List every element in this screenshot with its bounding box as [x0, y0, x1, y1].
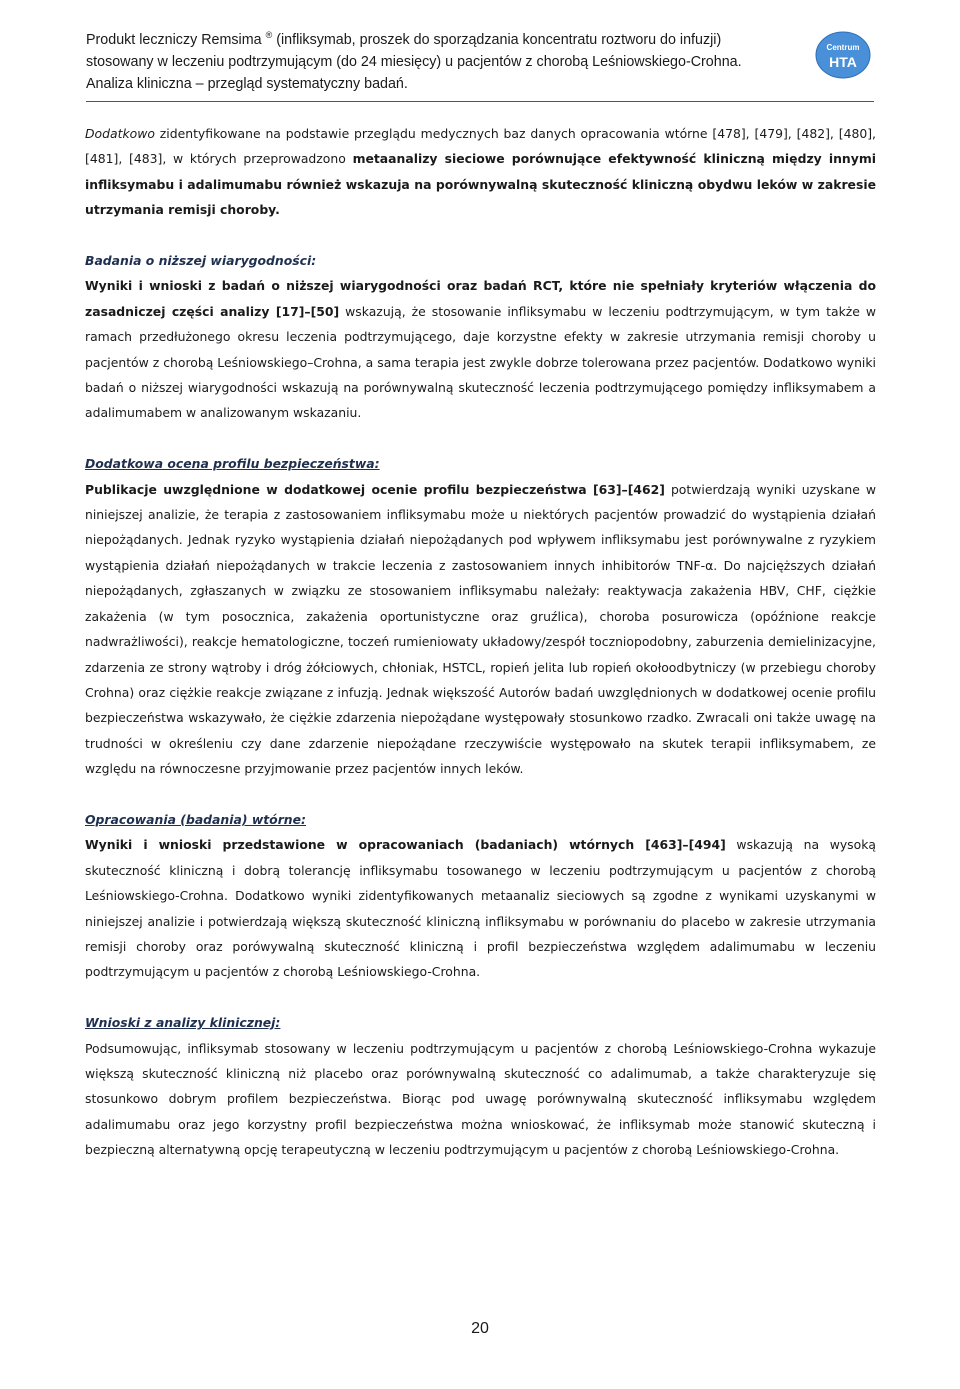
logo-top-text: Centrum [826, 43, 860, 52]
intro-bold: metaanalizy sieciowe porównujące efektywność kliniczną między innymi infliksymabu i adalimumabu również wskazuja na porównywalną skuteczność kliniczną obydwu leków w zakresie utrzymania remisji choroby. [85, 151, 876, 218]
secondary-text: wskazują na wysoką skuteczność kliniczną i dobrą tolerancję infliksymabu tosowanego w leczeniu podtrzymującym u pacjentów z chorobą Leśniowskiego-Crohna. Dodatkowo wyniki zidentyfikowanych metaanaliz sieciowych są zgodne z wynikami uzyskanymi w niniejszej analizie i potwierdzają większą skuteczność kliniczną infliksymabu w porównaniu do placebo w zakresie utrzymania remisji choroby oraz porówywalną skuteczność kliniczną i profil bezpieczeństwa względem adalimumabu w leczeniu podtrzymującym u pacjentów z chorobą Leśniowskiego-Crohna. [85, 837, 876, 980]
heading-lower-reliability: Badania o niższej wiarygodności: [85, 253, 317, 269]
centrum-hta-logo [814, 30, 872, 80]
intro-text: zidentyfikowane na podstawie przeglądu medycznych baz danych opracowania wtórne [478], [479], [482], [480], [481], [483], w których przeprowadzono [85, 126, 876, 167]
header-title-rest: (infliksymab, proszek do sporządzania koncentratu roztworu do infuzji) stosowany w leczeniu podtrzymującym (do 24 miesięcy) u pacjentów z chorobą Leśniowskiego-Crohna. Analiza kliniczna – przegląd systematyczny badań. [86, 31, 742, 92]
lower-reliability-text: wskazują, że stosowanie infliksymabu w leczeniu podtrzymującym, w tym także w ramach przedłużonego okresu leczenia podtrzymującego, daje korzystne efekty w zakresie utrzymania remisji choroby u pacjentów z chorobą Leśniowskiego–Crohna, a sama terapia jest zwykle dobrze tolerowana przez pacjentów. Dodatkowo wyniki badań o niższej wiarygodności wskazują na porównywalną skuteczność leczenia podtrzymującego pomiędzy infliksymabem a adalimumabem w analizowanym wskazaniu. [85, 303, 877, 421]
page-number: 20 [471, 1320, 489, 1337]
header-divider [86, 101, 874, 102]
paragraph-conclusions: Podsumowując, infliksymab stosowany w leczeniu podtrzymującym u pacjentów z chorobą Leśniowskiego-Crohna wykazuje większą skuteczność kliniczną niż placebo oraz porównywalną skuteczność co adalimumab, a także charakteryzuje się stosunkowo dobrym profilem bezpieczeństwa. Biorąc pod uwagę porównywalną skuteczność infliksymabu względem adalimumabu oraz jego korzystny profil bezpieczeństwa można wnioskować, że infliksymab może stanowić skuteczną i bezpieczną alternatywną opcję terapeutyczną w leczeniu podtrzymującym u pacjentów z chorobą Leśniowskiego-Crohna. [85, 1040, 876, 1158]
intro-italic: Dodatkowo [85, 126, 155, 141]
paragraph-secondary-studies [85, 832, 876, 984]
safety-text: potwierdzają wyniki uzyskane w niniejszej analizie, że terapia z zastosowaniem infliksymabu może u niektórych pacjentów prowadzić do wystąpienia działań niepożądanych. Jednak ryzyko wystąpienia działań niepożądanych pod wpływem infliksymabu jest porównywalne z ryzykiem wystąpienia działań niepożądanych w trakcie leczenia z zastosowaniem innych inhibitorów TNF-α. Do najcięższych działań niepożądanych, zgłaszanych w związku ze stosowaniem infliksymabu należały: reaktywacja zakażenia HBV, CHF, ciężkie zakażenia (w tym posocznica, zakażenia oportunistyczne oraz gruźlica), choroba posurowicza (opóźnione reakcje nadwrażliwości), reakcje hematologiczne, toczeń rumieniowaty układowy/zespół toczniopodobny, zaburzenia demielinizacyjne, zdarzenia ze strony wątroby i dróg żółciowych, chłoniak, HSTCL, ropień jelita lub ropień okołoodbytniczy (w przebiegu choroby Crohna) oraz ciężkie reakcje związane z infuzją. Jednak większość Autorów badań uwzględnionych w dodatkowej ocenie profilu bezpieczeństwa wskazywało, że ciężkie zdarzenia niepożądane występowały stosunkowo rzadko. Zwracali oni także uwagę na trudności w określeniu czy dane zdarzenie niepożądane rzeczywiście występowało na skutek terapii infliksymabem, ze względu na równoczesne przyjmowanie przez pacjentów innych leków. [85, 481, 876, 777]
lower-reliability-bold: Wyniki i wnioski z badań o niższej wiarygodności oraz badań RCT, które nie spełniały kryteriów włączenia do zasadniczej części analizy [17]–[50] [85, 278, 876, 319]
document-body [85, 121, 876, 1163]
paragraph-lower-reliability [85, 273, 876, 425]
heading-conclusions: Wnioski z analizy klinicznej: [85, 1015, 281, 1031]
safety-bold: Publikacje uwzględnione w dodatkowej ocenie profilu bezpieczeństwa [63]–[462] [85, 481, 665, 497]
heading-safety-profile: Dodatkowa ocena profilu bezpieczeństwa: [85, 456, 380, 472]
secondary-bold: Wyniki i wnioski przedstawione w opracowaniach (badaniach) wtórnych [463]–[494] [85, 837, 726, 853]
heading-secondary-studies: Opracowania (badania) wtórne: [85, 811, 306, 827]
registered-mark: ® [265, 30, 273, 40]
paragraph-safety-profile [85, 477, 876, 782]
running-header [86, 24, 776, 95]
header-title-start: Produkt leczniczy Remsima [86, 31, 262, 48]
logo-bottom-text: HTA [829, 54, 857, 70]
hta-logo-icon [814, 30, 872, 80]
paragraph-intro [85, 121, 876, 223]
